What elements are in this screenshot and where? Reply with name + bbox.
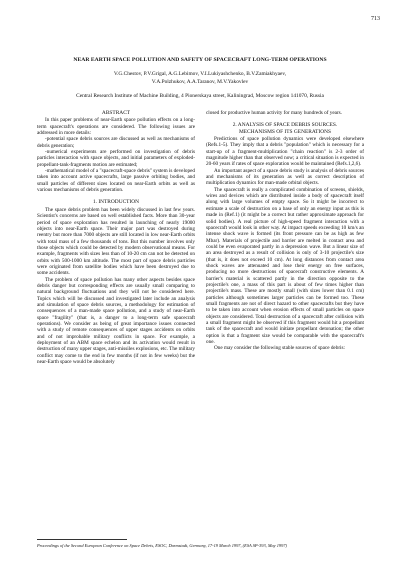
section-2-paragraph: The spacecraft is really a complicated combination of screens, shields, wires and devices which are distributed inside a body of spacecraft itself along with large volumes of empty space. So it might be incorrect to estimate a scale of destruction on a base of only an energy input as this is made in (Ref.1) (it might be a correct but rather approximate approach for solid bodies). A real picture of high-speed fragment interaction with a spacecraft would look in other way. At impact speeds exceeding 10 km/s an intense shock wave is formed (its front pressure can be as high as few Mbar). Materials of projectile and barrier are melted in contact area and could be even evaporated partly in a depression wave. But a linear size of an area destroyed as a result of collision is only of 3-10 projectile's size (that is, it does not exceed 10 cm). At long distances from contact area shock waves are attenuated and lose their energy on free surfaces, producing no more destructions of spacecraft constructive elements. A barrier's material is scattered partly in the direction opposite to the projectile's one, a mass of this part is about of few times higher than projectile's mass. These are mostly small (with sizes lower than 0.1 cm) particles although sometimes larger particles can be formed too. These small fragments are not of direct hazard to other spacecrafts but they have to be taken into account when erosion effects of small particles on space objects are considered. Total destruction of a spacecraft after collision with a small fragment might be observed if this fragment would hit a propellant tank of the spacecraft and would initiate propellant detonation; the other option is that a fragment size would be comparable with the spacecraft's one.: [206, 186, 364, 346]
right-column: [206, 110, 364, 352]
footer-divider: [37, 539, 127, 540]
abstract-item: -numerical experiments are performed on investigation of debris particles interaction with space objects, and initial parameters of exploded-propellant-tank-fragments motion are estimated;: [37, 149, 195, 168]
paper-title: NEAR EARTH SPACE POLLUTION AND SAFETY OF SPACECRAFT LONG-TERM OPERATIONS: [73, 57, 327, 63]
section-2-paragraph: An important aspect of a space debris study is analysis of debris sources and mechanisms of its generation as well as correct description of multiplication dynamics for man-made orbital objects.: [206, 167, 364, 187]
section-2-paragraph: One may consider the following stable sources of space debris:: [214, 345, 345, 352]
section-2-heading-line-1: 2. ANALYSIS OF SPACE DEBRIS SOURCES.: [232, 122, 338, 129]
abstract-item: -mathematical model of a "spacecraft-space debris" system is developed taken into account active spacecrafts, large passive orbiting bodies, and small particles of different sizes located on near-Earth orbits as well as various mechanisms of debris generation.: [37, 168, 196, 194]
abstract-paragraph: In this paper problems of near-Earth space pollution effects on a long-term spacecraft's operations are considered. The following issues are addressed in more details:: [37, 117, 195, 137]
authors-line-2: V.A.Polzhukov, A.A.Taranov, M.V.Yakovlev: [151, 79, 249, 85]
authors-line-1: V.G.Chestov, P.V.Grigal, A.G.Lebimov, V.I.Lukiyashchenko, B.V.Zamiakhyaev,: [113, 71, 287, 77]
section-2-paragraph: Predictions of space pollution dynamics were developed elsewhere (Refs.1-5). They imply that a debris "population" which is necessary for a start-up of a fragment-multiplication "chain reaction" is 2-3 order of magnitude higher than that observed now; a critical situation is expected in 20-60 years if rates of space exploration would be maintained (Refs.1,2,6).: [206, 136, 364, 168]
page-number: 713: [371, 16, 380, 22]
abstract-heading: ABSTRACT: [101, 110, 131, 116]
abstract-item: -potential space debris sources are discussed as well as mechanisms of debris generation;: [37, 136, 195, 149]
continued-paragraph: closed for productive human activity for many hundreds of years.: [206, 110, 342, 116]
affiliation: Central Research Institute of Machine Building, 4 Pionerskaya street, Kaliningrad, Moscow region 141070, Russia: [76, 93, 324, 99]
left-column: [37, 110, 195, 365]
proceedings-footer: Proceedings of the Second European Conference on Space Debris, ESOC, Darmstadt, Germany, 17-19 March 1997, (ESA SP-393, May 1997): [37, 543, 287, 548]
introduction-paragraph: The problem of space pollution has many other aspects besides space debris danger but corresponding effects are usually small comparing to natural background fluctuations and they will not be considered here. Topics which will be discussed and investigated later include an analysis and simulation of space debris sources, a methodology for estimation of consequences of a man-made space pollution, and a study of near-Earth space "fragility" (that is, a danger to a long-term safe spacecraft operations). We consider as being of great importance issues connected with a study of remote consequences of upper stages accidents on orbits and of not improbable military conflicts in space. For example, a deployment of an ABM space echelon and its activation would result in destruction of many upper stages, anti-missiles explosions, etc. The military conflict may come to the end in few months (if not in few weeks) but the near-Earth space would be absolutely: [37, 276, 195, 366]
introduction-paragraph: The space debris problem has been widely discussed in last few years. Scientist's concerns are based on well established facts. More than 30-year period of space exploration has resulted in launching of nearly 19000 objects into near-Earth space. Their major part was destroyed during reentry but more than 7000 objects are still located in low near-Earth orbits with total mass of a few thousands of tons. But this number involves only those objects which could be detected by modern observational means. For example, fragments with sizes less than of 10-20 cm can not be detected on orbits with 500-1000 km altitude. The most part of space debris particles were originated from satellite bodies which have been destroyed due to some accidents.: [37, 206, 195, 277]
author-list: [30, 70, 370, 86]
introduction-heading: 1. INTRODUCTION: [92, 199, 140, 206]
section-2-heading: [206, 122, 364, 135]
section-2-heading-line-2: MECHANISMS OF ITS GENERATIONS: [238, 128, 332, 135]
